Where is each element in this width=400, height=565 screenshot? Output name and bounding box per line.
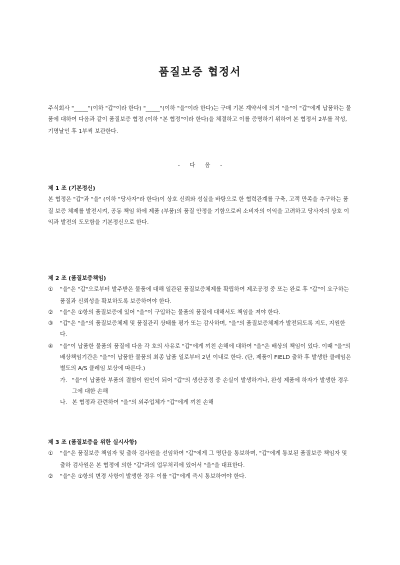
subitem-marker: 가. — [60, 377, 68, 384]
article-2-item-2 — [48, 308, 352, 319]
article-3 — [48, 438, 352, 483]
document-title: 품질보증 협정서 — [158, 66, 242, 78]
item-marker: ④ — [48, 343, 54, 350]
article-3-item-1 — [48, 449, 352, 472]
subitem-marker: 나. — [60, 400, 68, 407]
subitem-text: "을"이 납품한 부품의 결함이 원인이 되어 "갑"의 생산공정 중 손실이 발생하거나, 완성 제품에 하자가 발생한 경우 그에 대한 손해 — [72, 377, 349, 395]
item-marker: ① — [48, 451, 54, 458]
article-3-item-2 — [48, 472, 352, 483]
item-text: "갑"은 "을"의 품질보증체제 및 품질관리 상태를 평가 또는 감사하며, "을"의 품질보증체제가 발전되도록 지도, 지원한다. — [60, 321, 346, 339]
item-text: "을"은 ①항의 품질보증에 있어 "을"이 구입하는 물품의 품질에 대해서도 책임을 져야 한다. — [60, 309, 281, 316]
subitem-text: 본 협정과 관련하여 "을"의 외주업체가 "갑"에게 끼친 손해 — [72, 400, 214, 407]
article-2-item-4 — [48, 342, 352, 376]
item-marker: ① — [48, 287, 54, 294]
item-text: "을"은 품질보증 책임자 및 출하 검사원을 선임하여 "갑"에게 그 명단을 통보하며, "갑"에게 통보된 품질보증 책임자 및 출하 검사원은 본 협정에 의한 "갑"과의 업무처리에 있어서 "을"을 대표한다. — [60, 451, 348, 469]
article-2 — [48, 274, 352, 410]
item-marker: ② — [48, 473, 54, 480]
article-1-heading: 제 1 조 (기본정신) — [48, 186, 96, 192]
item-text: "을"이 납품한 물품의 품질에 다음 각 호의 사유로 "갑"에게 끼친 손해에 대하여 "을"은 배상의 책임이 있다. 이때 "을"의 배상책임기간은 "을"이 납품한 물품의 최종 납품 일로부터 2년 이내로 한다. (단, 제품이 FIELD 출하 후 발생한 클레임은 별도의 A/S 클레임 보상에 따른다.) — [60, 343, 352, 373]
article-2-subitem-ga — [48, 376, 352, 399]
article-2-item-1 — [48, 285, 352, 308]
item-marker: ③ — [48, 321, 54, 328]
article-1-body: 본 협정은 "갑"과 "을" (이하 "당사자"라 한다)이 상호 신뢰와 성실을 바탕으로 한 협력관계를 구축, 고객 만족을 추구하는 품질 보증 체제를 발전시켜, 공동 책임 하에 제품 (부품)의 품질 안정을 기함으로써 소비자의 이익을 고려하고 당사자의 상호 이익과 발전의 도모함을 기본정신으로 한다. — [48, 197, 350, 226]
dagum-separator: - 다 음 - — [177, 163, 223, 169]
article-3-heading: 제 3 조 (품질보증을 위한 실시사항) — [48, 440, 137, 446]
article-2-heading: 제 2 조 (품질보증책임) — [48, 276, 107, 282]
item-text: "을"은 "갑"으로부터 발주받은 물품에 대해 일관된 품질보증체제를 확립하여 제조공정 중 또는 완료 후 "갑"이 요구하는 품질과 신뢰성을 확보하도록 보증하여야 한다. — [60, 287, 349, 305]
item-text: "을"은 ①항의 변경 사항이 발생한 경우 이를 "갑"에게 즉시 통보하여야 한다. — [60, 473, 247, 480]
article-2-item-3 — [48, 319, 352, 342]
article-1 — [48, 184, 352, 229]
article-2-subitem-na — [48, 398, 352, 409]
intro-paragraph: 주식회사 "_____"(이하 "갑"이라 한다) "_____"(이하 "을"이라 한다)는 구매 기본 계약서에 의거 "을"이 "갑"에게 납품하는 물품에 대하여 다음과 같이 품질보증 협정 (이하 "본 협정"이라 한다)을 체결하고 이를 증명하기 위하여 본 협정서 2부를 작성, 기명날인 후 1부씩 보관한다. — [48, 106, 352, 135]
item-marker: ② — [48, 309, 54, 316]
